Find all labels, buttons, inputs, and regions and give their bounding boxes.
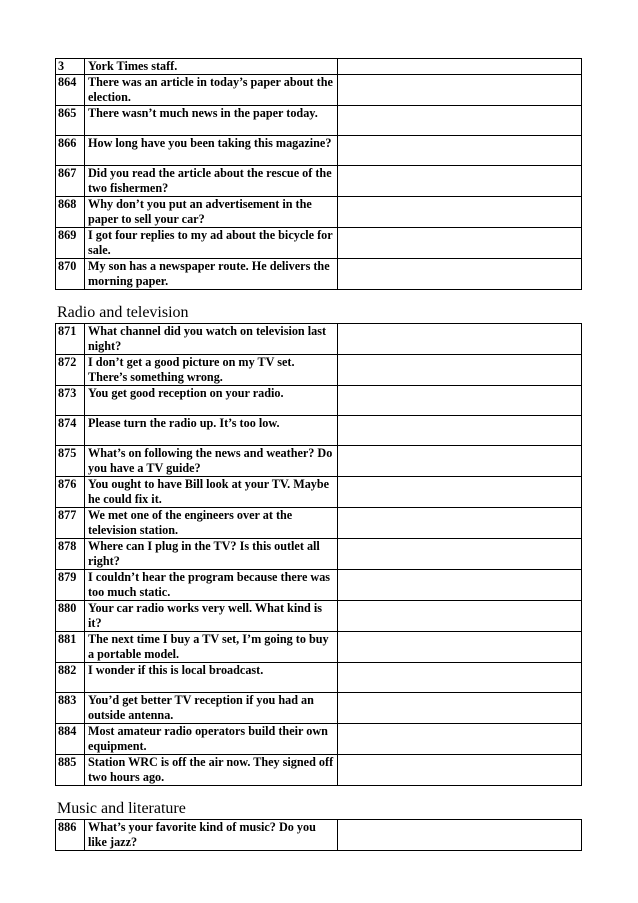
translation-cell [338, 228, 582, 259]
document-page [55, 58, 581, 851]
phrase-text: We met one of the engineers over at the television station. [85, 508, 338, 539]
table-row [56, 693, 582, 724]
translation-cell [338, 632, 582, 663]
phrase-number: 872 [56, 355, 85, 386]
translation-cell [338, 75, 582, 106]
translation-cell [338, 477, 582, 508]
phrase-text: What channel did you watch on television last night? [85, 324, 338, 355]
translation-cell [338, 324, 582, 355]
phrases-table-radio-television [55, 323, 582, 786]
table-row [56, 259, 582, 290]
phrase-text: There wasn’t much news in the paper today. [85, 106, 338, 136]
table-row [56, 355, 582, 386]
table-row [56, 632, 582, 663]
phrase-number: 871 [56, 324, 85, 355]
phrase-text: Did you read the article about the rescue of the two fishermen? [85, 166, 338, 197]
translation-cell [338, 755, 582, 786]
table-row [56, 724, 582, 755]
phrase-text: York Times staff. [85, 59, 338, 75]
phrases-table-music-literature [55, 819, 582, 851]
phrase-text: Where can I plug in the TV? Is this outlet all right? [85, 539, 338, 570]
phrase-text: Please turn the radio up. It’s too low. [85, 416, 338, 446]
table-row [56, 663, 582, 693]
phrase-number: 873 [56, 386, 85, 416]
translation-cell [338, 386, 582, 416]
translation-cell [338, 570, 582, 601]
table-row [56, 446, 582, 477]
table-row [56, 75, 582, 106]
translation-cell [338, 601, 582, 632]
phrase-number: 864 [56, 75, 85, 106]
translation-cell [338, 259, 582, 290]
translation-cell [338, 59, 582, 75]
phrase-text: Most amateur radio operators build their own equipment. [85, 724, 338, 755]
phrase-text: What’s on following the news and weather? Do you have a TV guide? [85, 446, 338, 477]
phrase-number: 867 [56, 166, 85, 197]
phrases-table-newspapers [55, 58, 582, 290]
phrase-number: 868 [56, 197, 85, 228]
phrase-number: 876 [56, 477, 85, 508]
translation-cell [338, 663, 582, 693]
phrase-number: 3 [56, 59, 85, 75]
phrase-text: I got four replies to my ad about the bicycle for sale. [85, 228, 338, 259]
phrase-text: I wonder if this is local broadcast. [85, 663, 338, 693]
table-row [56, 755, 582, 786]
phrase-number: 885 [56, 755, 85, 786]
phrase-text: How long have you been taking this magazine? [85, 136, 338, 166]
table-row [56, 197, 582, 228]
table-row [56, 601, 582, 632]
phrase-number: 866 [56, 136, 85, 166]
phrase-text: Station WRC is off the air now. They signed off two hours ago. [85, 755, 338, 786]
phrase-number: 886 [56, 820, 85, 851]
table-row [56, 106, 582, 136]
translation-cell [338, 539, 582, 570]
phrase-text: The next time I buy a TV set, I’m going to buy a portable model. [85, 632, 338, 663]
table-row [56, 136, 582, 166]
table-row [56, 166, 582, 197]
table-row [56, 324, 582, 355]
table-row [56, 820, 582, 851]
phrase-number: 882 [56, 663, 85, 693]
phrase-number: 880 [56, 601, 85, 632]
phrase-number: 881 [56, 632, 85, 663]
phrase-text: My son has a newspaper route. He delivers the morning paper. [85, 259, 338, 290]
phrase-text: I don’t get a good picture on my TV set. There’s something wrong. [85, 355, 338, 386]
phrase-text: You get good reception on your radio. [85, 386, 338, 416]
phrase-number: 883 [56, 693, 85, 724]
phrase-number: 877 [56, 508, 85, 539]
table-row [56, 539, 582, 570]
table-row [56, 570, 582, 601]
phrase-text: Your car radio works very well. What kind is it? [85, 601, 338, 632]
translation-cell [338, 136, 582, 166]
table-row [56, 228, 582, 259]
translation-cell [338, 197, 582, 228]
table-row [56, 477, 582, 508]
table-row [56, 508, 582, 539]
phrase-text: What’s your favorite kind of music? Do you like jazz? [85, 820, 338, 851]
phrase-text: You ought to have Bill look at your TV. Maybe he could fix it. [85, 477, 338, 508]
phrase-number: 865 [56, 106, 85, 136]
phrase-number: 879 [56, 570, 85, 601]
phrase-number: 869 [56, 228, 85, 259]
translation-cell [338, 355, 582, 386]
translation-cell [338, 820, 582, 851]
translation-cell [338, 693, 582, 724]
section-title-music-literature: Music and literature [57, 800, 186, 817]
phrase-number: 870 [56, 259, 85, 290]
translation-cell [338, 166, 582, 197]
translation-cell [338, 446, 582, 477]
phrase-number: 875 [56, 446, 85, 477]
phrase-text: There was an article in today’s paper about the election. [85, 75, 338, 106]
section-title-radio-television: Radio and television [57, 304, 189, 321]
translation-cell [338, 416, 582, 446]
translation-cell [338, 106, 582, 136]
phrase-text: You’d get better TV reception if you had an outside antenna. [85, 693, 338, 724]
table-row [56, 386, 582, 416]
phrase-text: Why don’t you put an advertisement in the paper to sell your car? [85, 197, 338, 228]
phrase-number: 884 [56, 724, 85, 755]
phrase-number: 878 [56, 539, 85, 570]
translation-cell [338, 724, 582, 755]
translation-cell [338, 508, 582, 539]
table-row [56, 416, 582, 446]
phrase-number: 874 [56, 416, 85, 446]
table-row [56, 59, 582, 75]
phrase-text: I couldn’t hear the program because there was too much static. [85, 570, 338, 601]
